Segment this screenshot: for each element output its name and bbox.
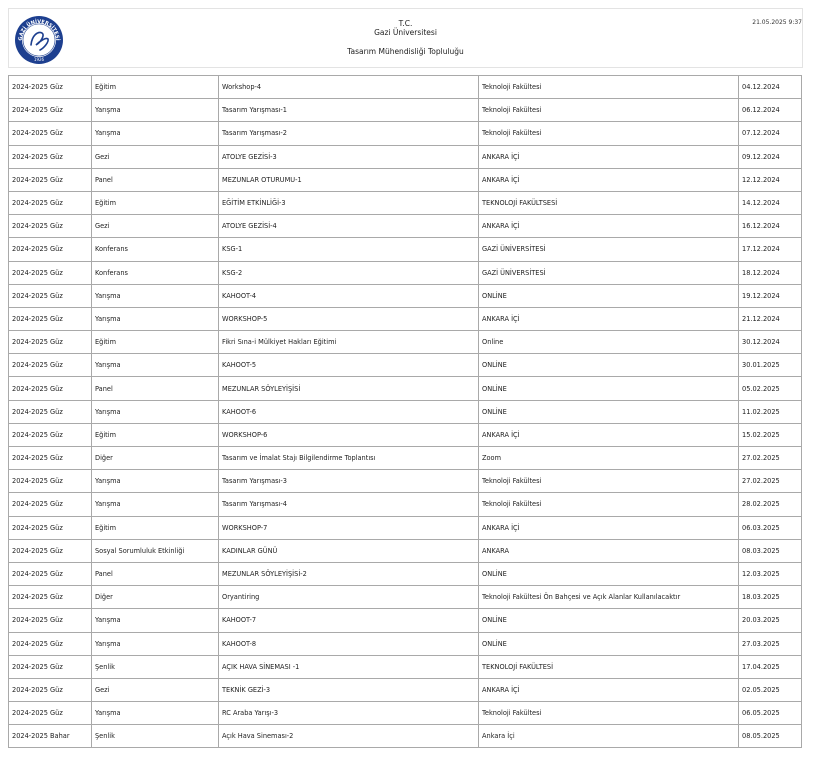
event-name-cell: KSG-2 — [219, 261, 479, 284]
date-cell: 28.02.2025 — [739, 493, 802, 516]
table-row — [9, 725, 802, 748]
event-name-cell: ATOLYE GEZİSİ-4 — [219, 215, 479, 238]
table-row — [9, 307, 802, 330]
date-cell: 30.01.2025 — [739, 354, 802, 377]
table-row — [9, 632, 802, 655]
event-name-cell: Workshop-4 — [219, 76, 479, 99]
event-name-cell: KAHOOT-5 — [219, 354, 479, 377]
category-cell: Gezi — [92, 215, 219, 238]
logo-bottom-text: 1926 — [33, 57, 45, 62]
date-cell: 19.12.2024 — [739, 284, 802, 307]
location-cell: ONLİNE — [479, 354, 739, 377]
table-row — [9, 191, 802, 214]
location-cell: ONLİNE — [479, 632, 739, 655]
location-cell: Teknoloji Fakültesi Ön Bahçesi ve Açık Alanlar Kullanılacaktır — [479, 586, 739, 609]
term-cell: 2024-2025 Güz — [9, 307, 92, 330]
location-cell: Teknoloji Fakültesi — [479, 493, 739, 516]
table-row — [9, 284, 802, 307]
event-name-cell: WORKSHOP-6 — [219, 423, 479, 446]
location-cell: Online — [479, 331, 739, 354]
term-cell: 2024-2025 Güz — [9, 470, 92, 493]
event-name-cell: TEKNİK GEZİ-3 — [219, 678, 479, 701]
report-timestamp: 21.05.2025 9:37 — [752, 19, 802, 26]
term-cell: 2024-2025 Güz — [9, 586, 92, 609]
term-cell: 2024-2025 Güz — [9, 238, 92, 261]
event-name-cell: Tasarım Yarışması-1 — [219, 99, 479, 122]
table-row — [9, 238, 802, 261]
table-row — [9, 145, 802, 168]
term-cell: 2024-2025 Bahar — [9, 725, 92, 748]
location-cell: Zoom — [479, 447, 739, 470]
table-row — [9, 423, 802, 446]
term-cell: 2024-2025 Güz — [9, 354, 92, 377]
logo-top-text: GAZİ ÜNİVERSİTESİ — [17, 18, 61, 41]
category-cell: Şenlik — [92, 725, 219, 748]
date-cell: 08.05.2025 — [739, 725, 802, 748]
location-cell: Teknoloji Fakültesi — [479, 702, 739, 725]
term-cell: 2024-2025 Güz — [9, 261, 92, 284]
category-cell: Eğitim — [92, 76, 219, 99]
term-cell: 2024-2025 Güz — [9, 493, 92, 516]
location-cell: TEKNOLOJİ FAKÜLTESİ — [479, 655, 739, 678]
date-cell: 12.12.2024 — [739, 168, 802, 191]
date-cell: 18.03.2025 — [739, 586, 802, 609]
date-cell: 17.04.2025 — [739, 655, 802, 678]
event-name-cell: RC Araba Yarışı-3 — [219, 702, 479, 725]
location-cell: ANKARA İÇİ — [479, 678, 739, 701]
table-row — [9, 562, 802, 585]
term-cell: 2024-2025 Güz — [9, 655, 92, 678]
event-name-cell: KADINLAR GÜNÜ — [219, 539, 479, 562]
term-cell: 2024-2025 Güz — [9, 400, 92, 423]
table-row — [9, 122, 802, 145]
event-name-cell: EĞİTİM ETKİNLİĞİ-3 — [219, 191, 479, 214]
location-cell: ANKARA İÇİ — [479, 423, 739, 446]
table-row — [9, 586, 802, 609]
category-cell: Yarışma — [92, 609, 219, 632]
location-cell: ANKARA İÇİ — [479, 307, 739, 330]
term-cell: 2024-2025 Güz — [9, 702, 92, 725]
event-name-cell: WORKSHOP-5 — [219, 307, 479, 330]
event-name-cell: Açık Hava Sineması-2 — [219, 725, 479, 748]
event-name-cell: Fikri Sına-i Mülkiyet Hakları Eğitimi — [219, 331, 479, 354]
title-line-3: Tasarım Mühendisliği Topluluğu — [347, 47, 464, 56]
category-cell: Eğitim — [92, 331, 219, 354]
category-cell: Yarışma — [92, 400, 219, 423]
term-cell: 2024-2025 Güz — [9, 516, 92, 539]
category-cell: Panel — [92, 377, 219, 400]
event-name-cell: Tasarım Yarışması-3 — [219, 470, 479, 493]
table-row — [9, 168, 802, 191]
location-cell: ANKARA İÇİ — [479, 215, 739, 238]
term-cell: 2024-2025 Güz — [9, 99, 92, 122]
table-row — [9, 215, 802, 238]
category-cell: Konferans — [92, 238, 219, 261]
location-cell: GAZİ ÜNİVERSİTESİ — [479, 238, 739, 261]
location-cell: GAZİ ÜNİVERSİTESİ — [479, 261, 739, 284]
table-row — [9, 702, 802, 725]
date-cell: 30.12.2024 — [739, 331, 802, 354]
report-header — [8, 8, 803, 68]
table-row — [9, 76, 802, 99]
category-cell: Yarışma — [92, 122, 219, 145]
category-cell: Diğer — [92, 586, 219, 609]
table-row — [9, 354, 802, 377]
date-cell: 07.12.2024 — [739, 122, 802, 145]
location-cell: ANKARA — [479, 539, 739, 562]
location-cell: Teknoloji Fakültesi — [479, 122, 739, 145]
category-cell: Yarışma — [92, 632, 219, 655]
term-cell: 2024-2025 Güz — [9, 191, 92, 214]
table-row — [9, 447, 802, 470]
location-cell: Teknoloji Fakültesi — [479, 470, 739, 493]
event-name-cell: AÇIK HAVA SİNEMASI -1 — [219, 655, 479, 678]
title-block — [9, 19, 802, 56]
location-cell: TEKNOLOJİ FAKÜLTSESİ — [479, 191, 739, 214]
event-name-cell: KAHOOT-4 — [219, 284, 479, 307]
date-cell: 05.02.2025 — [739, 377, 802, 400]
event-name-cell: KSG-1 — [219, 238, 479, 261]
category-cell: Eğitim — [92, 516, 219, 539]
table-row — [9, 678, 802, 701]
date-cell: 14.12.2024 — [739, 191, 802, 214]
date-cell: 18.12.2024 — [739, 261, 802, 284]
location-cell: Ankara İçi — [479, 725, 739, 748]
category-cell: Diğer — [92, 447, 219, 470]
event-name-cell: Tasarım Yarışması-2 — [219, 122, 479, 145]
date-cell: 16.12.2024 — [739, 215, 802, 238]
event-name-cell: Tasarım ve İmalat Stajı Bilgilendirme Toplantısı — [219, 447, 479, 470]
category-cell: Eğitim — [92, 191, 219, 214]
event-name-cell: Oryantiring — [219, 586, 479, 609]
date-cell: 11.02.2025 — [739, 400, 802, 423]
event-name-cell: Tasarım Yarışması-4 — [219, 493, 479, 516]
category-cell: Eğitim — [92, 423, 219, 446]
event-name-cell: MEZUNLAR OTURUMU-1 — [219, 168, 479, 191]
category-cell: Yarışma — [92, 284, 219, 307]
event-name-cell: KAHOOT-6 — [219, 400, 479, 423]
term-cell: 2024-2025 Güz — [9, 447, 92, 470]
category-cell: Panel — [92, 168, 219, 191]
date-cell: 06.05.2025 — [739, 702, 802, 725]
table-row — [9, 539, 802, 562]
term-cell: 2024-2025 Güz — [9, 145, 92, 168]
location-cell: ANKARA İÇİ — [479, 145, 739, 168]
term-cell: 2024-2025 Güz — [9, 284, 92, 307]
category-cell: Yarışma — [92, 354, 219, 377]
term-cell: 2024-2025 Güz — [9, 678, 92, 701]
category-cell: Yarışma — [92, 307, 219, 330]
category-cell: Yarışma — [92, 493, 219, 516]
term-cell: 2024-2025 Güz — [9, 539, 92, 562]
date-cell: 20.03.2025 — [739, 609, 802, 632]
term-cell: 2024-2025 Güz — [9, 76, 92, 99]
term-cell: 2024-2025 Güz — [9, 215, 92, 238]
table-row — [9, 516, 802, 539]
category-cell: Panel — [92, 562, 219, 585]
date-cell: 06.03.2025 — [739, 516, 802, 539]
table-row — [9, 331, 802, 354]
date-cell: 21.12.2024 — [739, 307, 802, 330]
event-name-cell: MEZUNLAR SÖYLEYİŞİSİ — [219, 377, 479, 400]
table-row — [9, 261, 802, 284]
term-cell: 2024-2025 Güz — [9, 122, 92, 145]
location-cell: Teknoloji Fakültesi — [479, 76, 739, 99]
table-row — [9, 99, 802, 122]
date-cell: 17.12.2024 — [739, 238, 802, 261]
table-row — [9, 609, 802, 632]
table-row — [9, 400, 802, 423]
title-line-2: Gazi Üniversitesi — [374, 28, 437, 37]
table-row — [9, 470, 802, 493]
date-cell: 04.12.2024 — [739, 76, 802, 99]
category-cell: Sosyal Sorumluluk Etkinliği — [92, 539, 219, 562]
term-cell: 2024-2025 Güz — [9, 168, 92, 191]
table-row — [9, 377, 802, 400]
term-cell: 2024-2025 Güz — [9, 632, 92, 655]
event-name-cell: WORKSHOP-7 — [219, 516, 479, 539]
location-cell: ANKARA İÇİ — [479, 516, 739, 539]
location-cell: ONLİNE — [479, 400, 739, 423]
table-row — [9, 655, 802, 678]
date-cell: 09.12.2024 — [739, 145, 802, 168]
table-row — [9, 493, 802, 516]
date-cell: 08.03.2025 — [739, 539, 802, 562]
event-name-cell: MEZUNLAR SÖYLEYİŞİSİ-2 — [219, 562, 479, 585]
term-cell: 2024-2025 Güz — [9, 423, 92, 446]
term-cell: 2024-2025 Güz — [9, 609, 92, 632]
category-cell: Gezi — [92, 145, 219, 168]
category-cell: Yarışma — [92, 702, 219, 725]
date-cell: 02.05.2025 — [739, 678, 802, 701]
term-cell: 2024-2025 Güz — [9, 377, 92, 400]
date-cell: 27.02.2025 — [739, 470, 802, 493]
location-cell: ONLİNE — [479, 377, 739, 400]
term-cell: 2024-2025 Güz — [9, 562, 92, 585]
location-cell: ANKARA İÇİ — [479, 168, 739, 191]
term-cell: 2024-2025 Güz — [9, 331, 92, 354]
event-name-cell: KAHOOT-7 — [219, 609, 479, 632]
date-cell: 15.02.2025 — [739, 423, 802, 446]
title-line-1: T.C. — [398, 19, 413, 28]
category-cell: Konferans — [92, 261, 219, 284]
date-cell: 06.12.2024 — [739, 99, 802, 122]
date-cell: 12.03.2025 — [739, 562, 802, 585]
date-cell: 27.03.2025 — [739, 632, 802, 655]
location-cell: ONLİNE — [479, 609, 739, 632]
category-cell: Gezi — [92, 678, 219, 701]
location-cell: ONLİNE — [479, 284, 739, 307]
event-name-cell: KAHOOT-8 — [219, 632, 479, 655]
location-cell: ONLİNE — [479, 562, 739, 585]
category-cell: Yarışma — [92, 99, 219, 122]
events-table — [8, 75, 802, 748]
event-name-cell: ATOLYE GEZİSİ-3 — [219, 145, 479, 168]
category-cell: Şenlik — [92, 655, 219, 678]
date-cell: 27.02.2025 — [739, 447, 802, 470]
location-cell: Teknoloji Fakültesi — [479, 99, 739, 122]
category-cell: Yarışma — [92, 470, 219, 493]
